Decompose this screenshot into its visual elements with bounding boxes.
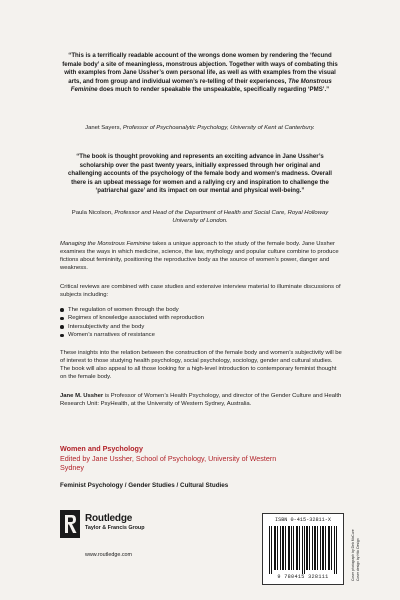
series-editor: Edited by Jane Ussher, School of Psychology, University of Western Sydney [60,454,277,473]
review-quote-1-text-end: does much to render speakable the unspeakable, specifically regarding ‘PMS’.” [99,86,330,94]
review-quote-1-book-title: The Monstrous Feminine [70,77,332,94]
author-bio-text: is Professor of Women’s Health Psychology, and director of the Gender Culture and Health Research Unit: PsyHealth, at the University of Western Sydney, Australia. [60,393,342,408]
publisher-group: Taylor & Francis Group [85,525,145,531]
publisher-name: Routledge [85,513,133,524]
review-quote-2-attribution [62,209,338,226]
description-paragraph-1 [60,240,342,272]
reviewer-name: Janet Sayers, [85,125,122,131]
subject-categories: Feminist Psychology / Gender Studies / Cultural Studies [60,482,229,489]
description-paragraph-3 [60,349,342,381]
topic-list [60,306,340,340]
author-name: Jane M. Ussher [60,393,104,399]
review-quote-2 [62,153,338,196]
description-text: takes a unique approach to the study of the female body. Jane Ussher examines the ways in which medicine, science, the law, mythology and popular culture combine to produce fictions about femininity, positioning the reproductive body as the source of women’s power, danger and weakness. [60,241,339,272]
barcode-number: 9 780415 328111 [277,574,329,580]
review-quote-1-attribution [62,124,338,132]
list-item: Regimes of knowledge associated with reproduction [60,314,340,322]
book-title: Managing the Monstrous Feminine [60,241,151,247]
cover-photo-credit: Cover photograph by Deb McCure [351,529,355,581]
list-item: Women’s narratives of resistance [60,331,340,339]
isbn-barcode [262,513,344,585]
review-quote-1 [62,52,338,95]
reviewer-role: Professor of Psychoanalytic Psychology, University of Kent at Canterbury. [122,125,315,131]
description-text: Critical reviews are combined with case studies and extensive interview material to illuminate discussions of subjects including: [60,284,341,299]
description-text: These insights into the relation between the construction of the female body and women’s subjectivity will be of interest to those studying health psychology, social psychology, sociology, gender and cultural studies. The book will also appeal to all those looking for a high-level introduction to contemporary feminist thought on the female body. [60,350,342,381]
cover-design-credit: Cover design by Hilo Design [356,538,360,581]
review-quote-1-text: “This is a terrifically readable account of the wrongs done women by rendering the ‘fecund female body’ a site of meaningless, monstrous abjection. Together with ways of combating this with examples from Jane Ussher’s own personal life, as well as with examples from the visual arts, and from group and individual women’s re-telling of their experiences, [62,52,338,85]
description-paragraph-2 [60,283,342,299]
isbn-label: ISBN 0-415-32811-X [274,517,332,523]
routledge-r-logo-icon [60,510,80,538]
barcode-icon [269,526,337,574]
reviewer-name: Paula Nicolson, [71,210,113,216]
list-item: The regulation of women through the body [60,306,340,314]
series-title: Women and Psychology [60,444,143,453]
reviewer-role: Professor and Head of the Department of Health and Social Care, Royal Holloway University of London. [114,210,329,225]
review-quote-2-text: “The book is thought provoking and represents an exciting advance in Jane Ussher’s scholarship over the past twenty years, initially expressed through her original and challenging accounts of the psychology of the female body and women’s madness. Overall there is an upbeat message for women and a rallying cry and inspiration to challenge the ‘patriarchal gaze’ and its impact on our mental and physical well-being.” [68,153,332,195]
cover-credits [348,513,362,583]
publisher-url[interactable]: www.routledge.com [85,552,133,558]
list-item: Intersubjectivity and the body [60,323,340,331]
author-bio [60,392,342,408]
